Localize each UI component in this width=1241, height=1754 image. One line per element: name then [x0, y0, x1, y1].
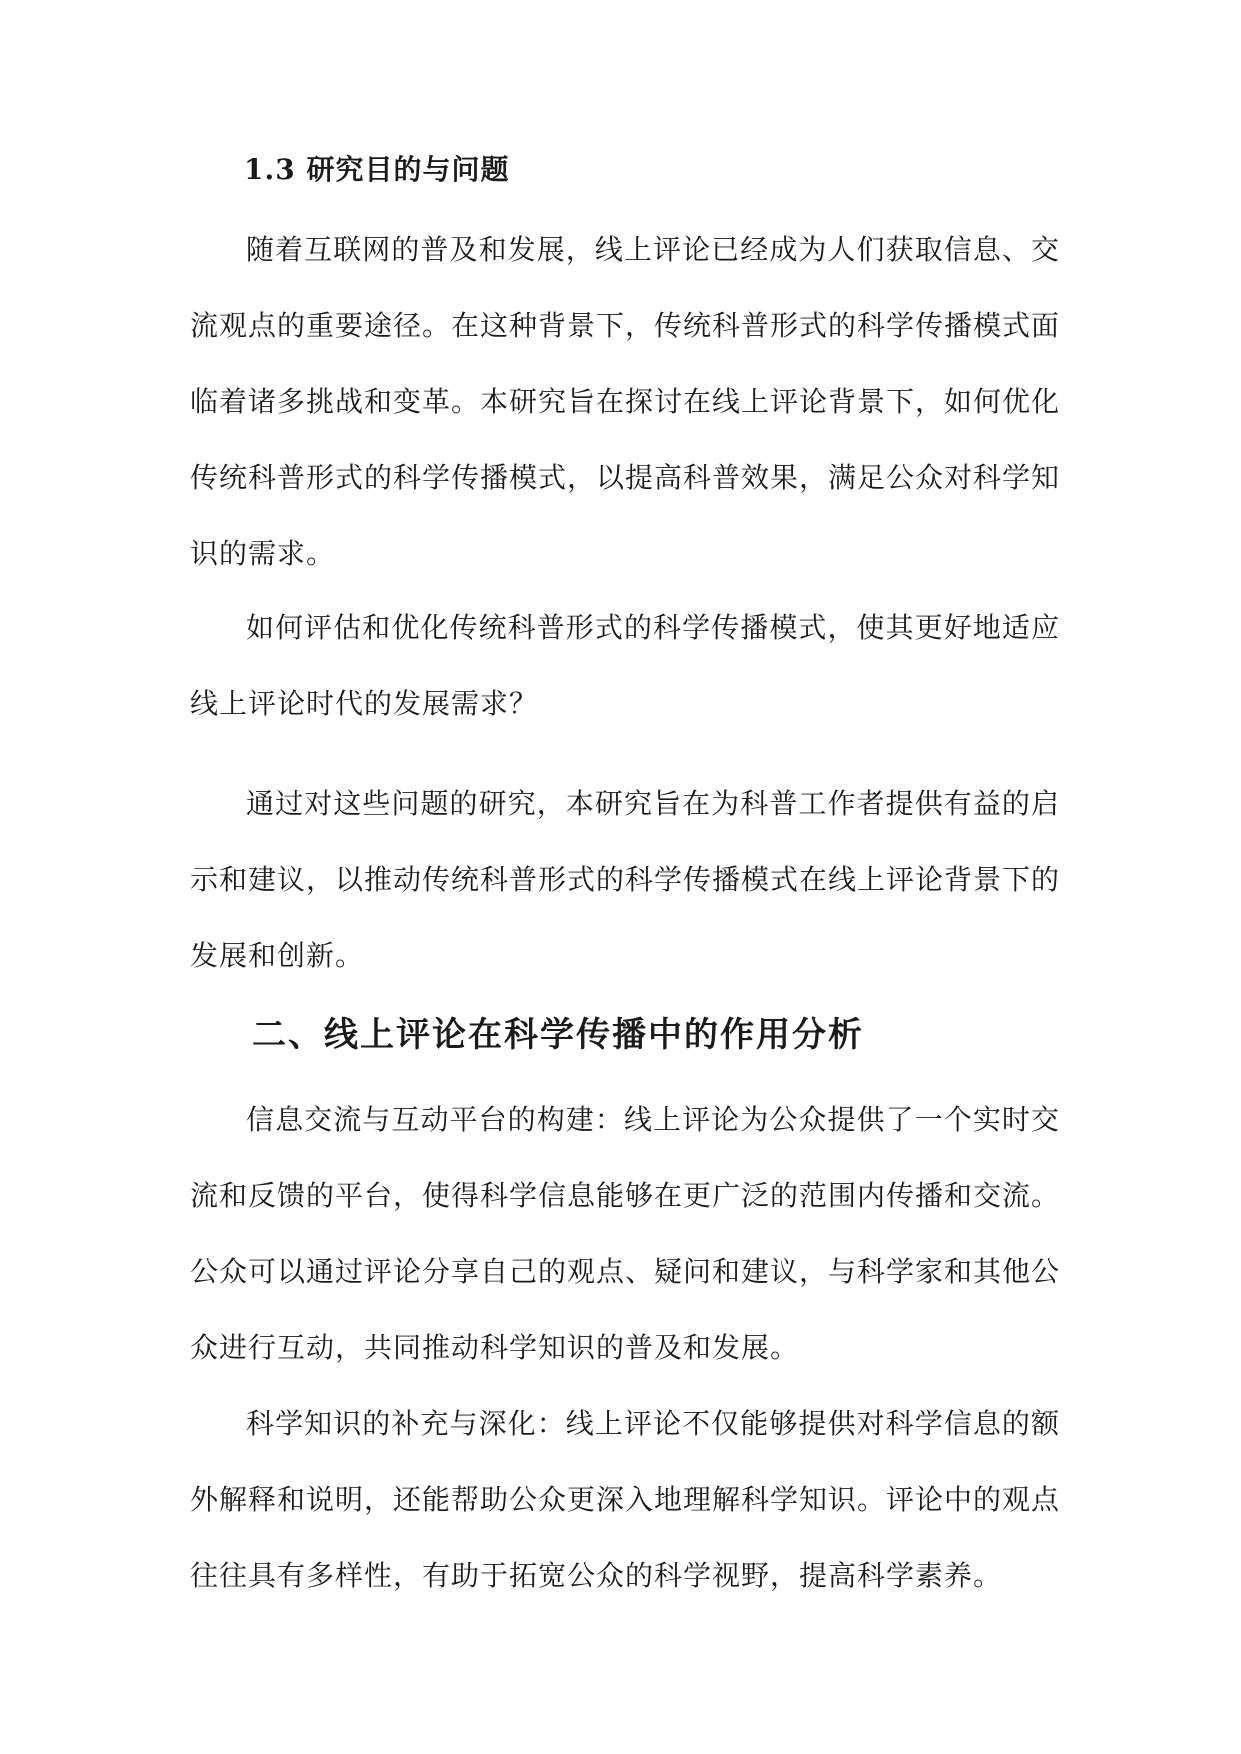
- paragraph-research-background: 随着互联网的普及和发展，线上评论已经成为人们获取信息、交流观点的重要途径。在这种背景下，传统科普形式的科学传播模式面临着诸多挑战和变革。本研究旨在探讨在线上评论背景下，如何优化传统科普形式的科学传播模式，以提高科普效果，满足公众对科学知识的需求。: [190, 233, 1061, 570]
- paragraph-interaction-platform: 信息交流与互动平台的构建：线上评论为公众提供了一个实时交流和反馈的平台，使得科学信息能够在更广泛的范围内传播和交流。公众可以通过评论分享自己的观点、疑问和建议，与科学家和其他公众进行互动，共同推动科学知识的普及和发展。: [190, 1103, 1061, 1364]
- paragraph-research-purpose: 通过对这些问题的研究，本研究旨在为科普工作者提供有益的启示和建议，以推动传统科普形式的科学传播模式在线上评论背景下的发展和创新。: [190, 787, 1061, 972]
- paragraph-knowledge-supplement: 科学知识的补充与深化：线上评论不仅能够提供对科学信息的额外解释和说明，还能帮助公众更深入地理解科学知识。评论中的观点往往具有多样性，有助于拓宽公众的科学视野，提高科学素养。: [190, 1407, 1061, 1592]
- subsection-heading: 1.3 研究目的与问题: [244, 153, 510, 186]
- paragraph-research-question: 如何评估和优化传统科普形式的科学传播模式，使其更好地适应线上评论时代的发展需求？: [190, 611, 1060, 720]
- section-heading: 二、线上评论在科学传播中的作用分析: [252, 1015, 864, 1055]
